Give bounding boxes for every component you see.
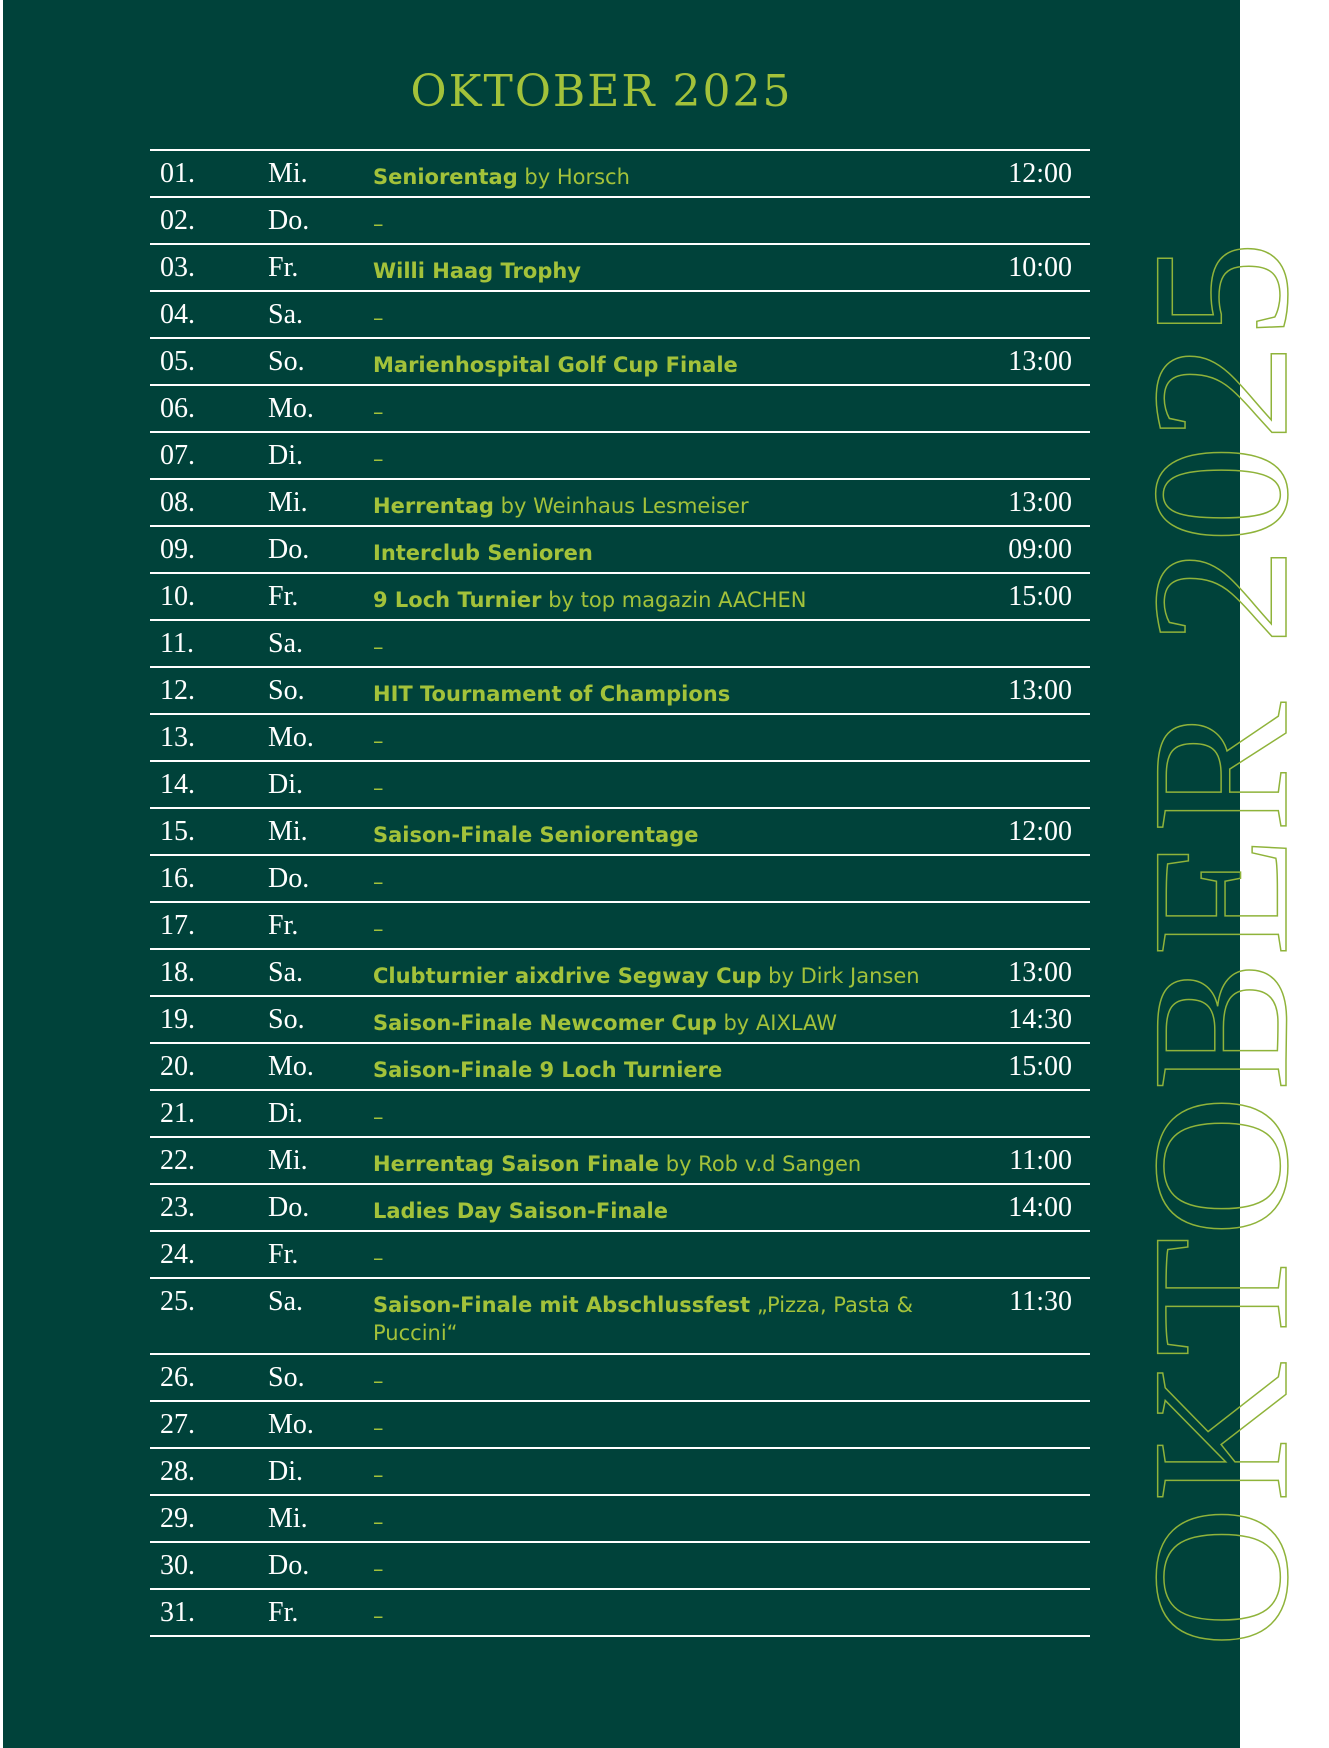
- row-weekday: Fr.: [268, 581, 299, 612]
- row-date: 04.: [160, 299, 195, 330]
- row-weekday: Do.: [268, 863, 310, 894]
- table-row: [150, 198, 1090, 245]
- table-row: [150, 950, 1090, 997]
- table-row: [150, 245, 1090, 292]
- table-row: [150, 1590, 1090, 1637]
- event-sponsor: –: [373, 1369, 384, 1393]
- row-weekday: Sa.: [268, 628, 303, 659]
- event-name: 9 Loch Turnier: [373, 588, 542, 612]
- row-event: [373, 1555, 973, 1583]
- row-weekday: Fr.: [268, 1239, 299, 1270]
- row-weekday: Mo.: [268, 393, 314, 424]
- table-row: [150, 1449, 1090, 1496]
- row-date: 23.: [160, 1192, 195, 1223]
- row-event: [373, 1103, 973, 1131]
- event-sponsor: by AIXLAW: [716, 1011, 838, 1035]
- row-date: 30.: [160, 1550, 195, 1581]
- row-date: 24.: [160, 1239, 195, 1270]
- row-event: [373, 774, 973, 802]
- row-date: 15.: [160, 816, 195, 847]
- table-row: [150, 1138, 1090, 1185]
- row-event: [373, 445, 973, 473]
- row-date: 09.: [160, 534, 195, 565]
- row-event: [373, 586, 973, 614]
- event-name: Willi Haag Trophy: [373, 259, 582, 283]
- row-date: 21.: [160, 1098, 195, 1129]
- event-sponsor: –: [373, 917, 384, 941]
- row-weekday: So.: [268, 1362, 305, 1393]
- table-row: [150, 1232, 1090, 1279]
- calendar-page: [3, 0, 1329, 1748]
- row-event: [373, 1414, 973, 1442]
- row-event: [373, 1150, 973, 1178]
- row-event: [373, 492, 973, 520]
- row-event: [373, 210, 973, 238]
- row-date: 29.: [160, 1503, 195, 1534]
- table-row: [150, 762, 1090, 809]
- table-row: [150, 668, 1090, 715]
- table-row: [150, 1044, 1090, 1091]
- row-date: 11.: [160, 628, 194, 659]
- event-sponsor: –: [373, 1246, 384, 1270]
- row-event: [373, 1291, 973, 1348]
- event-sponsor: –: [373, 1604, 384, 1628]
- vertical-month-watermark: OKTOBER 2025: [1112, 236, 1329, 1648]
- row-weekday: Sa.: [268, 957, 303, 988]
- event-sponsor: –: [373, 1510, 384, 1534]
- event-sponsor: by Rob v.d Sangen: [659, 1152, 862, 1176]
- row-weekday: Sa.: [268, 1286, 303, 1317]
- row-event: [373, 821, 973, 849]
- table-row: [150, 574, 1090, 621]
- row-weekday: Mo.: [268, 1409, 314, 1440]
- event-sponsor: –: [373, 1105, 384, 1129]
- event-sponsor: by Weinhaus Lesmeiser: [493, 494, 749, 518]
- table-row: [150, 151, 1090, 198]
- event-sponsor: –: [373, 306, 384, 330]
- row-time: 11:00: [1009, 1145, 1072, 1176]
- event-name: Saison-Finale mit Abschlussfest: [373, 1293, 751, 1317]
- row-date: 20.: [160, 1051, 195, 1082]
- row-weekday: Mi.: [268, 158, 308, 189]
- event-name: Interclub Senioren: [373, 541, 593, 565]
- row-weekday: Do.: [268, 1192, 310, 1223]
- row-date: 27.: [160, 1409, 195, 1440]
- row-time: 14:30: [1008, 1004, 1072, 1035]
- row-event: [373, 1056, 973, 1084]
- table-row: [150, 1185, 1090, 1232]
- event-sponsor: –: [373, 870, 384, 894]
- row-weekday: So.: [268, 675, 305, 706]
- event-sponsor: –: [373, 1463, 384, 1487]
- row-time: 13:00: [1008, 346, 1072, 377]
- row-date: 19.: [160, 1004, 195, 1035]
- event-sponsor: –: [373, 635, 384, 659]
- event-sponsor: „Pizza, Pasta & Puccini“: [373, 1293, 913, 1346]
- row-weekday: Mo.: [268, 722, 314, 753]
- row-event: [373, 1461, 973, 1489]
- row-date: 18.: [160, 957, 195, 988]
- row-event: [373, 1602, 973, 1630]
- event-name: Herrentag: [373, 494, 494, 518]
- table-row: [150, 1091, 1090, 1138]
- row-time: 10:00: [1008, 252, 1072, 283]
- row-event: [373, 351, 973, 379]
- event-table: [150, 149, 1090, 1637]
- row-date: 06.: [160, 393, 195, 424]
- row-time: 15:00: [1008, 581, 1072, 612]
- row-date: 05.: [160, 346, 195, 377]
- row-weekday: So.: [268, 346, 305, 377]
- event-sponsor: –: [373, 212, 384, 236]
- row-weekday: Di.: [268, 1098, 303, 1129]
- row-time: 13:00: [1008, 957, 1072, 988]
- row-date: 07.: [160, 440, 195, 471]
- row-time: 09:00: [1008, 534, 1072, 565]
- row-event: [373, 1009, 973, 1037]
- table-row: [150, 386, 1090, 433]
- table-row: [150, 1496, 1090, 1543]
- row-weekday: Sa.: [268, 299, 303, 330]
- event-name: Ladies Day Saison-Finale: [373, 1199, 668, 1223]
- table-row: [150, 809, 1090, 856]
- table-row: [150, 997, 1090, 1044]
- row-event: [373, 633, 973, 661]
- event-sponsor: –: [373, 729, 384, 753]
- row-event: [373, 962, 973, 990]
- table-row: [150, 292, 1090, 339]
- event-name: Seniorentag: [373, 165, 518, 189]
- row-date: 25.: [160, 1286, 195, 1317]
- table-row: [150, 1355, 1090, 1402]
- row-weekday: Do.: [268, 534, 310, 565]
- event-name: Herrentag Saison Finale: [373, 1152, 660, 1176]
- table-row: [150, 903, 1090, 950]
- table-row: [150, 856, 1090, 903]
- row-time: 12:00: [1008, 816, 1072, 847]
- event-sponsor: by top magazin AACHEN: [541, 588, 807, 612]
- table-row: [150, 480, 1090, 527]
- event-sponsor: –: [373, 400, 384, 424]
- row-weekday: Fr.: [268, 252, 299, 283]
- row-event: [373, 915, 973, 943]
- row-event: [373, 257, 973, 285]
- event-name: Clubturnier aixdrive Segway Cup: [373, 964, 762, 988]
- row-weekday: Di.: [268, 1456, 303, 1487]
- row-date: 13.: [160, 722, 195, 753]
- table-row: [150, 339, 1090, 386]
- table-row: [150, 527, 1090, 574]
- row-date: 28.: [160, 1456, 195, 1487]
- row-date: 12.: [160, 675, 195, 706]
- table-row: [150, 621, 1090, 668]
- row-date: 02.: [160, 205, 195, 236]
- row-event: [373, 1367, 973, 1395]
- event-sponsor: –: [373, 776, 384, 800]
- row-date: 14.: [160, 769, 195, 800]
- row-time: 12:00: [1008, 158, 1072, 189]
- row-time: 15:00: [1008, 1051, 1072, 1082]
- row-weekday: Mi.: [268, 816, 308, 847]
- event-sponsor: by Horsch: [517, 165, 630, 189]
- row-event: [373, 727, 973, 755]
- row-date: 17.: [160, 910, 195, 941]
- event-sponsor: –: [373, 1416, 384, 1440]
- event-sponsor: –: [373, 447, 384, 471]
- row-date: 10.: [160, 581, 195, 612]
- row-event: [373, 304, 973, 332]
- row-date: 31.: [160, 1597, 195, 1628]
- row-weekday: Fr.: [268, 910, 299, 941]
- table-row: [150, 715, 1090, 762]
- row-event: [373, 868, 973, 896]
- event-name: Marienhospital Golf Cup Finale: [373, 353, 738, 377]
- row-date: 03.: [160, 252, 195, 283]
- table-row: [150, 1279, 1090, 1355]
- row-weekday: Mo.: [268, 1051, 314, 1082]
- row-weekday: Mi.: [268, 1145, 308, 1176]
- row-time: 14:00: [1008, 1192, 1072, 1223]
- row-date: 08.: [160, 487, 195, 518]
- row-weekday: Fr.: [268, 1597, 299, 1628]
- row-event: [373, 1508, 973, 1536]
- row-weekday: Do.: [268, 205, 310, 236]
- row-event: [373, 163, 973, 191]
- page-title: OKTOBER 2025: [410, 66, 793, 117]
- row-weekday: So.: [268, 1004, 305, 1035]
- event-name: HIT Tournament of Champions: [373, 682, 731, 706]
- row-weekday: Di.: [268, 440, 303, 471]
- event-sponsor: by Dirk Jansen: [761, 964, 920, 988]
- table-row: [150, 1402, 1090, 1449]
- row-date: 22.: [160, 1145, 195, 1176]
- event-name: Saison-Finale 9 Loch Turniere: [373, 1058, 723, 1082]
- row-event: [373, 539, 973, 567]
- event-sponsor: –: [373, 1557, 384, 1581]
- row-event: [373, 1244, 973, 1272]
- event-name: Saison-Finale Seniorentage: [373, 823, 699, 847]
- event-name: Saison-Finale Newcomer Cup: [373, 1011, 717, 1035]
- row-time: 13:00: [1008, 675, 1072, 706]
- row-time: 11:30: [1009, 1286, 1072, 1317]
- row-weekday: Mi.: [268, 487, 308, 518]
- row-date: 16.: [160, 863, 195, 894]
- row-date: 26.: [160, 1362, 195, 1393]
- table-row: [150, 433, 1090, 480]
- row-event: [373, 398, 973, 426]
- table-row: [150, 1543, 1090, 1590]
- row-weekday: Do.: [268, 1550, 310, 1581]
- row-event: [373, 680, 973, 708]
- row-date: 01.: [160, 158, 195, 189]
- row-event: [373, 1197, 973, 1225]
- row-weekday: Di.: [268, 769, 303, 800]
- row-weekday: Mi.: [268, 1503, 308, 1534]
- row-time: 13:00: [1008, 487, 1072, 518]
